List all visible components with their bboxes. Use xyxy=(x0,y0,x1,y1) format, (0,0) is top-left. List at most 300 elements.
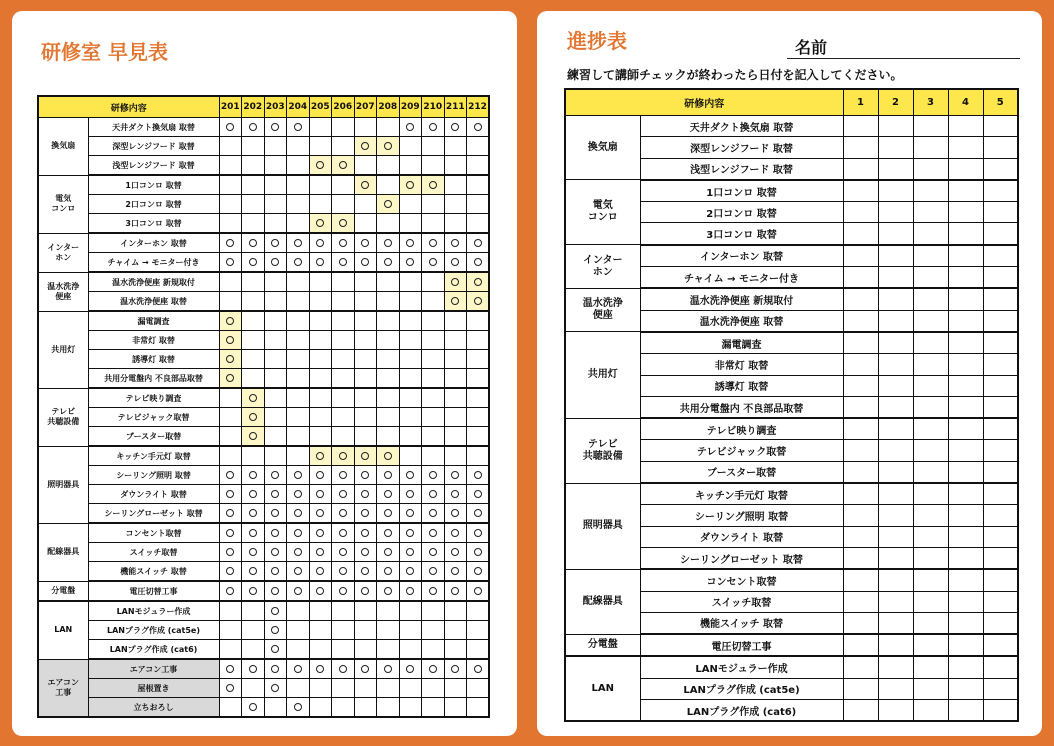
room-cell xyxy=(444,233,467,253)
category-cell: 共用灯 xyxy=(565,332,640,418)
room-cell xyxy=(242,408,265,427)
date-entry-cell[interactable] xyxy=(878,505,913,526)
date-entry-cell[interactable] xyxy=(878,245,913,267)
room-cell xyxy=(242,253,265,273)
circle-mark-icon xyxy=(316,567,324,575)
date-entry-cell[interactable] xyxy=(878,137,913,158)
date-entry-cell[interactable] xyxy=(878,267,913,289)
room-cell xyxy=(242,350,265,369)
room-header: 210 xyxy=(422,96,445,118)
room-cell xyxy=(467,621,490,640)
room-cell xyxy=(287,214,310,234)
item-cell: コンセント取替 xyxy=(88,523,219,543)
date-entry-cell[interactable] xyxy=(948,180,983,202)
date-entry-cell[interactable] xyxy=(948,569,983,591)
circle-mark-icon xyxy=(474,587,482,595)
room-cell xyxy=(332,214,355,234)
room-cell xyxy=(422,446,445,466)
circle-mark-icon xyxy=(384,567,392,575)
date-entry-cell[interactable] xyxy=(843,700,878,722)
date-entry-cell[interactable] xyxy=(983,158,1018,180)
date-entry-cell[interactable] xyxy=(948,116,983,137)
date-entry-cell[interactable] xyxy=(913,547,948,569)
room-cell xyxy=(354,408,377,427)
date-entry-cell[interactable] xyxy=(948,332,983,354)
quick-reference-table xyxy=(37,95,490,718)
date-entry-cell[interactable] xyxy=(983,700,1018,722)
room-cell xyxy=(264,408,287,427)
date-entry-cell[interactable] xyxy=(948,396,983,418)
date-entry-cell[interactable] xyxy=(843,158,878,180)
room-cell xyxy=(309,504,332,524)
date-entry-cell[interactable] xyxy=(948,591,983,612)
room-cell xyxy=(332,175,355,195)
room-cell xyxy=(422,272,445,292)
circle-mark-icon xyxy=(226,548,234,556)
date-entry-cell[interactable] xyxy=(983,116,1018,137)
date-entry-cell[interactable] xyxy=(983,483,1018,505)
room-cell xyxy=(287,118,310,137)
date-entry-cell[interactable] xyxy=(913,505,948,526)
date-entry-cell[interactable] xyxy=(983,354,1018,375)
room-cell xyxy=(287,388,310,408)
date-entry-cell[interactable] xyxy=(948,223,983,245)
room-cell xyxy=(444,659,467,679)
date-entry-cell[interactable] xyxy=(948,267,983,289)
date-entry-cell[interactable] xyxy=(913,656,948,678)
date-entry-cell[interactable] xyxy=(983,267,1018,289)
item-cell: シーリングローゼット 取替 xyxy=(640,547,843,569)
date-entry-cell[interactable] xyxy=(913,591,948,612)
circle-mark-icon xyxy=(226,684,234,692)
date-entry-cell[interactable] xyxy=(843,461,878,483)
date-entry-cell[interactable] xyxy=(843,332,878,354)
date-entry-cell[interactable] xyxy=(948,634,983,656)
date-entry-cell[interactable] xyxy=(983,288,1018,310)
room-cell xyxy=(444,504,467,524)
room-cell xyxy=(332,504,355,524)
date-entry-cell[interactable] xyxy=(948,461,983,483)
circle-mark-icon xyxy=(474,529,482,537)
circle-mark-icon xyxy=(316,239,324,247)
room-cell xyxy=(354,485,377,504)
date-entry-cell[interactable] xyxy=(843,245,878,267)
room-cell xyxy=(332,446,355,466)
date-entry-cell[interactable] xyxy=(983,245,1018,267)
room-cell xyxy=(242,543,265,562)
date-entry-cell[interactable] xyxy=(983,591,1018,612)
date-entry-cell[interactable] xyxy=(948,137,983,158)
date-entry-cell[interactable] xyxy=(843,288,878,310)
date-entry-cell[interactable] xyxy=(913,354,948,375)
date-entry-cell[interactable] xyxy=(983,223,1018,245)
circle-mark-icon xyxy=(339,529,347,537)
room-cell xyxy=(399,331,422,350)
table-row xyxy=(38,446,489,466)
table-row xyxy=(38,118,489,137)
room-cell xyxy=(242,698,265,718)
date-entry-cell[interactable] xyxy=(913,700,948,722)
date-entry-cell[interactable] xyxy=(948,612,983,634)
room-cell xyxy=(242,523,265,543)
room-cell xyxy=(287,601,310,621)
room-cell xyxy=(467,543,490,562)
date-entry-cell[interactable] xyxy=(878,591,913,612)
date-entry-cell[interactable] xyxy=(878,461,913,483)
room-cell xyxy=(242,640,265,660)
room-header: 203 xyxy=(264,96,287,118)
quick-reference-sheet xyxy=(12,11,517,736)
room-cell xyxy=(309,621,332,640)
date-entry-cell[interactable] xyxy=(878,223,913,245)
date-entry-cell[interactable] xyxy=(983,678,1018,699)
room-cell xyxy=(422,640,445,660)
date-entry-cell[interactable] xyxy=(843,656,878,678)
room-cell xyxy=(354,137,377,156)
category-cell: 換気扇 xyxy=(565,116,640,180)
room-cell xyxy=(264,640,287,660)
date-entry-cell[interactable] xyxy=(878,547,913,569)
date-entry-cell[interactable] xyxy=(878,332,913,354)
instruction-text: 練習して講師チェックが終わったら日付を記入してください。 xyxy=(567,68,903,82)
room-cell xyxy=(444,640,467,660)
room-cell xyxy=(377,408,400,427)
date-entry-cell[interactable] xyxy=(843,202,878,223)
room-cell xyxy=(377,233,400,253)
date-entry-cell[interactable] xyxy=(913,440,948,461)
date-entry-cell[interactable] xyxy=(878,418,913,440)
room-cell xyxy=(219,233,242,253)
circle-mark-icon xyxy=(451,529,459,537)
item-cell: シーリング照明 取替 xyxy=(640,505,843,526)
date-entry-cell[interactable] xyxy=(948,483,983,505)
room-cell xyxy=(467,698,490,718)
room-cell xyxy=(399,640,422,660)
date-entry-cell[interactable] xyxy=(843,223,878,245)
category-cell: 照明器具 xyxy=(38,446,88,523)
table-row xyxy=(38,388,489,408)
room-cell xyxy=(467,562,490,582)
date-entry-cell[interactable] xyxy=(983,180,1018,202)
date-entry-cell[interactable] xyxy=(913,158,948,180)
room-cell xyxy=(467,679,490,698)
date-entry-cell[interactable] xyxy=(983,332,1018,354)
date-entry-cell[interactable] xyxy=(983,440,1018,461)
date-entry-cell[interactable] xyxy=(878,483,913,505)
date-entry-cell[interactable] xyxy=(913,202,948,223)
date-entry-cell[interactable] xyxy=(913,267,948,289)
date-entry-cell[interactable] xyxy=(843,137,878,158)
room-cell xyxy=(422,485,445,504)
room-cell xyxy=(377,175,400,195)
date-entry-cell[interactable] xyxy=(913,569,948,591)
date-entry-cell[interactable] xyxy=(913,310,948,332)
room-cell xyxy=(444,118,467,137)
date-entry-cell[interactable] xyxy=(948,678,983,699)
table-row xyxy=(565,418,1018,440)
item-cell: エアコン工事 xyxy=(88,659,219,679)
circle-mark-icon xyxy=(226,336,234,344)
room-cell xyxy=(264,601,287,621)
date-entry-cell[interactable] xyxy=(878,288,913,310)
date-entry-cell[interactable] xyxy=(983,310,1018,332)
room-cell xyxy=(309,485,332,504)
room-cell xyxy=(309,292,332,312)
date-entry-cell[interactable] xyxy=(913,375,948,396)
date-entry-cell[interactable] xyxy=(913,288,948,310)
date-entry-cell[interactable] xyxy=(983,396,1018,418)
date-entry-cell[interactable] xyxy=(913,678,948,699)
room-cell xyxy=(467,581,490,601)
date-entry-cell[interactable] xyxy=(913,396,948,418)
room-cell xyxy=(422,504,445,524)
circle-mark-icon xyxy=(294,490,302,498)
circle-mark-icon xyxy=(361,490,369,498)
date-entry-cell[interactable] xyxy=(843,547,878,569)
room-cell xyxy=(444,331,467,350)
date-entry-cell[interactable] xyxy=(983,137,1018,158)
room-cell xyxy=(242,427,265,447)
table-row xyxy=(38,466,489,485)
date-entry-cell[interactable] xyxy=(878,700,913,722)
date-entry-cell[interactable] xyxy=(843,483,878,505)
date-entry-cell[interactable] xyxy=(948,505,983,526)
date-column-header: 2 xyxy=(878,89,913,116)
circle-mark-icon xyxy=(429,529,437,537)
table-row xyxy=(38,175,489,195)
circle-mark-icon xyxy=(361,567,369,575)
room-cell xyxy=(377,253,400,273)
date-entry-cell[interactable] xyxy=(983,547,1018,569)
room-cell xyxy=(309,543,332,562)
item-cell: チャイム → モニター付き xyxy=(88,253,219,273)
date-entry-cell[interactable] xyxy=(843,569,878,591)
circle-mark-icon xyxy=(474,297,482,305)
date-entry-cell[interactable] xyxy=(948,202,983,223)
date-entry-cell[interactable] xyxy=(948,547,983,569)
circle-mark-icon xyxy=(249,239,257,247)
circle-mark-icon xyxy=(406,548,414,556)
room-cell xyxy=(264,369,287,389)
room-cell xyxy=(287,543,310,562)
date-entry-cell[interactable] xyxy=(878,656,913,678)
date-entry-cell[interactable] xyxy=(948,526,983,547)
room-cell xyxy=(242,118,265,137)
date-entry-cell[interactable] xyxy=(878,678,913,699)
circle-mark-icon xyxy=(406,490,414,498)
table-row xyxy=(38,640,489,660)
date-entry-cell[interactable] xyxy=(948,418,983,440)
date-entry-cell[interactable] xyxy=(843,440,878,461)
item-cell: コンセント取替 xyxy=(640,569,843,591)
room-cell xyxy=(332,137,355,156)
item-cell: ブースター取替 xyxy=(88,427,219,447)
date-entry-cell[interactable] xyxy=(843,591,878,612)
date-entry-cell[interactable] xyxy=(843,116,878,137)
room-cell xyxy=(287,156,310,176)
date-entry-cell[interactable] xyxy=(843,180,878,202)
date-entry-cell[interactable] xyxy=(843,634,878,656)
room-cell xyxy=(354,233,377,253)
room-cell xyxy=(287,562,310,582)
room-cell xyxy=(422,156,445,176)
room-cell xyxy=(467,446,490,466)
item-cell: 3口コンロ 取替 xyxy=(88,214,219,234)
date-entry-cell[interactable] xyxy=(913,223,948,245)
room-cell xyxy=(264,233,287,253)
date-entry-cell[interactable] xyxy=(843,678,878,699)
circle-mark-icon xyxy=(406,258,414,266)
circle-mark-icon xyxy=(316,548,324,556)
circle-mark-icon xyxy=(361,181,369,189)
room-cell xyxy=(332,331,355,350)
date-entry-cell[interactable] xyxy=(983,634,1018,656)
item-cell: インターホン 取替 xyxy=(640,245,843,267)
date-entry-cell[interactable] xyxy=(878,116,913,137)
date-entry-cell[interactable] xyxy=(983,569,1018,591)
date-entry-cell[interactable] xyxy=(948,158,983,180)
date-entry-cell[interactable] xyxy=(913,137,948,158)
room-cell xyxy=(309,272,332,292)
room-cell xyxy=(242,369,265,389)
room-cell xyxy=(219,156,242,176)
room-cell xyxy=(242,446,265,466)
room-cell xyxy=(399,485,422,504)
date-entry-cell[interactable] xyxy=(878,612,913,634)
date-entry-cell[interactable] xyxy=(878,440,913,461)
room-cell xyxy=(399,369,422,389)
circle-mark-icon xyxy=(384,665,392,673)
room-cell xyxy=(287,175,310,195)
circle-mark-icon xyxy=(294,529,302,537)
date-entry-cell[interactable] xyxy=(913,418,948,440)
room-cell xyxy=(399,581,422,601)
room-cell xyxy=(377,272,400,292)
room-cell xyxy=(422,388,445,408)
date-entry-cell[interactable] xyxy=(843,526,878,547)
date-entry-cell[interactable] xyxy=(948,310,983,332)
room-cell xyxy=(377,485,400,504)
room-cell xyxy=(444,292,467,312)
item-cell: キッチン手元灯 取替 xyxy=(640,483,843,505)
circle-mark-icon xyxy=(384,471,392,479)
circle-mark-icon xyxy=(451,509,459,517)
room-cell xyxy=(264,156,287,176)
room-cell xyxy=(287,427,310,447)
date-entry-cell[interactable] xyxy=(878,526,913,547)
date-entry-cell[interactable] xyxy=(913,332,948,354)
date-entry-cell[interactable] xyxy=(913,526,948,547)
circle-mark-icon xyxy=(226,490,234,498)
circle-mark-icon xyxy=(249,548,257,556)
date-entry-cell[interactable] xyxy=(983,526,1018,547)
date-entry-cell[interactable] xyxy=(843,375,878,396)
date-entry-cell[interactable] xyxy=(983,461,1018,483)
date-entry-cell[interactable] xyxy=(983,505,1018,526)
room-cell xyxy=(219,311,242,331)
room-cell xyxy=(264,446,287,466)
room-cell xyxy=(354,175,377,195)
circle-mark-icon xyxy=(339,509,347,517)
category-cell: 照明器具 xyxy=(565,483,640,569)
room-cell xyxy=(377,523,400,543)
circle-mark-icon xyxy=(249,587,257,595)
circle-mark-icon xyxy=(271,239,279,247)
date-entry-cell[interactable] xyxy=(948,700,983,722)
room-cell xyxy=(399,175,422,195)
circle-mark-icon xyxy=(339,567,347,575)
date-entry-cell[interactable] xyxy=(913,612,948,634)
date-entry-cell[interactable] xyxy=(878,202,913,223)
date-entry-cell[interactable] xyxy=(948,375,983,396)
date-entry-cell[interactable] xyxy=(913,180,948,202)
room-cell xyxy=(377,504,400,524)
room-cell xyxy=(444,175,467,195)
date-entry-cell[interactable] xyxy=(878,158,913,180)
date-entry-cell[interactable] xyxy=(913,634,948,656)
date-entry-cell[interactable] xyxy=(983,418,1018,440)
room-cell xyxy=(444,466,467,485)
room-header: 206 xyxy=(332,96,355,118)
date-entry-cell[interactable] xyxy=(843,418,878,440)
date-entry-cell[interactable] xyxy=(948,288,983,310)
date-entry-cell[interactable] xyxy=(948,354,983,375)
date-entry-cell[interactable] xyxy=(878,310,913,332)
room-cell xyxy=(332,408,355,427)
room-cell xyxy=(219,466,242,485)
room-cell xyxy=(242,311,265,331)
date-entry-cell[interactable] xyxy=(983,612,1018,634)
date-entry-cell[interactable] xyxy=(948,440,983,461)
room-cell xyxy=(467,427,490,447)
item-cell: LANモジュラー作成 xyxy=(88,601,219,621)
room-header: 205 xyxy=(309,96,332,118)
date-entry-cell[interactable] xyxy=(948,656,983,678)
date-entry-cell[interactable] xyxy=(843,267,878,289)
date-entry-cell[interactable] xyxy=(843,505,878,526)
date-entry-cell[interactable] xyxy=(878,354,913,375)
date-entry-cell[interactable] xyxy=(983,375,1018,396)
room-cell xyxy=(264,679,287,698)
circle-mark-icon xyxy=(474,123,482,131)
date-entry-cell[interactable] xyxy=(843,310,878,332)
date-entry-cell[interactable] xyxy=(913,483,948,505)
circle-mark-icon xyxy=(474,278,482,286)
room-cell xyxy=(264,698,287,718)
date-entry-cell[interactable] xyxy=(913,461,948,483)
room-cell xyxy=(264,485,287,504)
date-entry-cell[interactable] xyxy=(878,634,913,656)
date-entry-cell[interactable] xyxy=(878,569,913,591)
room-cell xyxy=(444,350,467,369)
date-entry-cell[interactable] xyxy=(843,354,878,375)
date-entry-cell[interactable] xyxy=(983,656,1018,678)
circle-mark-icon xyxy=(339,587,347,595)
room-cell xyxy=(444,369,467,389)
date-entry-cell[interactable] xyxy=(878,396,913,418)
date-entry-cell[interactable] xyxy=(913,245,948,267)
date-entry-cell[interactable] xyxy=(913,116,948,137)
circle-mark-icon xyxy=(406,239,414,247)
date-entry-cell[interactable] xyxy=(843,396,878,418)
date-entry-cell[interactable] xyxy=(843,612,878,634)
date-entry-cell[interactable] xyxy=(878,180,913,202)
room-cell xyxy=(422,118,445,137)
date-entry-cell[interactable] xyxy=(948,245,983,267)
date-entry-cell[interactable] xyxy=(983,202,1018,223)
item-cell: 非常灯 取替 xyxy=(88,331,219,350)
date-entry-cell[interactable] xyxy=(878,375,913,396)
